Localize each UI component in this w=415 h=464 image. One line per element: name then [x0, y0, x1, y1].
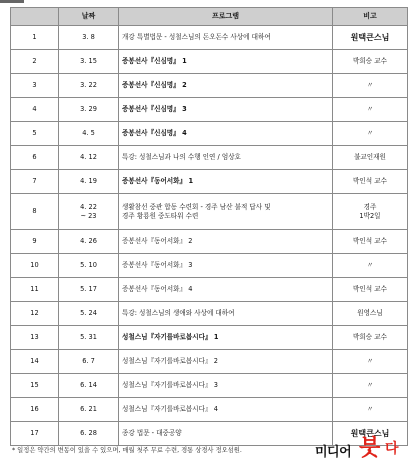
- row-number: 11: [11, 278, 59, 302]
- row-date: 3. 15: [59, 50, 119, 74]
- row-program: 성철스님『자기를바로봅시다』 2: [119, 350, 333, 374]
- row-number: 6: [11, 146, 59, 170]
- table-row: [11, 194, 408, 230]
- row-date: 6. 21: [59, 398, 119, 422]
- table-row: [11, 98, 408, 122]
- row-date: 3. 22: [59, 74, 119, 98]
- row-note: 박인석 교수: [333, 278, 408, 302]
- row-date: 3. 29: [59, 98, 119, 122]
- watermark-accent: 붓: [359, 435, 381, 461]
- row-program: 개강 특별법문 - 성철스님의 돈오돈수 사상에 대하여: [119, 26, 333, 50]
- footnote: * 일정은 약간의 변동이 있을 수 있으며, 매월 첫주 무료 수련, 경통 상경사 정오섬원.: [12, 447, 242, 454]
- row-note: 불교인재원: [333, 146, 408, 170]
- row-note: 〃: [333, 350, 408, 374]
- header-number: [11, 8, 59, 26]
- row-number: 3: [11, 74, 59, 98]
- table-header-row: [11, 8, 408, 26]
- header-note: 비고: [333, 8, 408, 26]
- table-body: [11, 26, 408, 446]
- row-program: 특강: 성철스님의 생애와 사상에 대하여: [119, 302, 333, 326]
- row-program: 증봉선사『동어서화』 4: [119, 278, 333, 302]
- row-program: 특강: 성철스님과 나의 수행 인연 / 엄상호: [119, 146, 333, 170]
- watermark-text: 미디어: [315, 445, 352, 460]
- row-date: 5. 10: [59, 254, 119, 278]
- row-note: 〃: [333, 374, 408, 398]
- row-number: 16: [11, 398, 59, 422]
- row-note: 〃: [333, 74, 408, 98]
- row-note: 박희승 교수: [333, 326, 408, 350]
- table-row: [11, 326, 408, 350]
- row-date: 6. 28: [59, 422, 119, 446]
- row-number: 10: [11, 254, 59, 278]
- table-row: [11, 254, 408, 278]
- table-row: [11, 230, 408, 254]
- row-note: 원택큰스님: [333, 26, 408, 50]
- table-row: [11, 26, 408, 50]
- row-note: 〃: [333, 122, 408, 146]
- row-note: 박인석 교수: [333, 170, 408, 194]
- header-program: 프로그램: [119, 8, 333, 26]
- row-date: 4. 5: [59, 122, 119, 146]
- row-program: 증봉선사『신심명』 2: [119, 74, 333, 98]
- row-date: 4. 26: [59, 230, 119, 254]
- table-row: [11, 398, 408, 422]
- table-row: [11, 170, 408, 194]
- row-note: 원영스님: [333, 302, 408, 326]
- table-row: [11, 74, 408, 98]
- row-number: 7: [11, 170, 59, 194]
- row-program: 증봉선사『동어서화』 1: [119, 170, 333, 194]
- row-program: 종강 법문 - 대중공양: [119, 422, 333, 446]
- row-number: 1: [11, 26, 59, 50]
- row-program: 증봉선사『신심명』 1: [119, 50, 333, 74]
- row-number: 8: [11, 194, 59, 230]
- row-note: 경주 1박2일: [333, 194, 408, 230]
- row-program: 성철스님『자기를바로봅시다』 3: [119, 374, 333, 398]
- row-note: 박인석 교수: [333, 230, 408, 254]
- row-number: 9: [11, 230, 59, 254]
- row-date: 3. 8: [59, 26, 119, 50]
- table-row: [11, 278, 408, 302]
- row-number: 15: [11, 374, 59, 398]
- watermark-logo: [315, 432, 411, 462]
- row-number: 12: [11, 302, 59, 326]
- row-date: 6. 7: [59, 350, 119, 374]
- row-program: 성철스님『자기를바로봅시다』 1: [119, 326, 333, 350]
- table-row: [11, 122, 408, 146]
- row-note: 원택큰스님: [333, 422, 408, 446]
- schedule-table: [10, 7, 408, 446]
- row-number: 13: [11, 326, 59, 350]
- row-program: 증봉선사『신심명』 3: [119, 98, 333, 122]
- row-program: 증봉선사『동어서화』 2: [119, 230, 333, 254]
- table-row: [11, 146, 408, 170]
- row-program: 증봉선사『동어서화』 3: [119, 254, 333, 278]
- row-note: 〃: [333, 254, 408, 278]
- row-note: 박희승 교수: [333, 50, 408, 74]
- row-date: 6. 14: [59, 374, 119, 398]
- row-number: 4: [11, 98, 59, 122]
- row-number: 17: [11, 422, 59, 446]
- table-row: [11, 350, 408, 374]
- table-row: [11, 374, 408, 398]
- row-number: 5: [11, 122, 59, 146]
- row-note: 〃: [333, 98, 408, 122]
- row-date: 5. 24: [59, 302, 119, 326]
- row-program: 증봉선사『신심명』 4: [119, 122, 333, 146]
- table-row: [11, 50, 408, 74]
- row-date: 4. 12: [59, 146, 119, 170]
- row-program: 성철스님『자기를바로봅시다』 4: [119, 398, 333, 422]
- table-row: [11, 302, 408, 326]
- row-date: 5. 17: [59, 278, 119, 302]
- top-rule: [0, 0, 24, 3]
- row-number: 14: [11, 350, 59, 374]
- row-note: 〃: [333, 398, 408, 422]
- row-program: 생활참선 중관 합동 수련회 - 경주 남산 불적 답사 및 경주 황룡원 중도타워 수련: [119, 194, 333, 230]
- row-number: 2: [11, 50, 59, 74]
- row-date: 5. 31: [59, 326, 119, 350]
- header-date: 날짜: [59, 8, 119, 26]
- row-date: 4. 19: [59, 170, 119, 194]
- watermark-accent-2: 다: [385, 441, 399, 457]
- row-date: 4. 22 ~ 23: [59, 194, 119, 230]
